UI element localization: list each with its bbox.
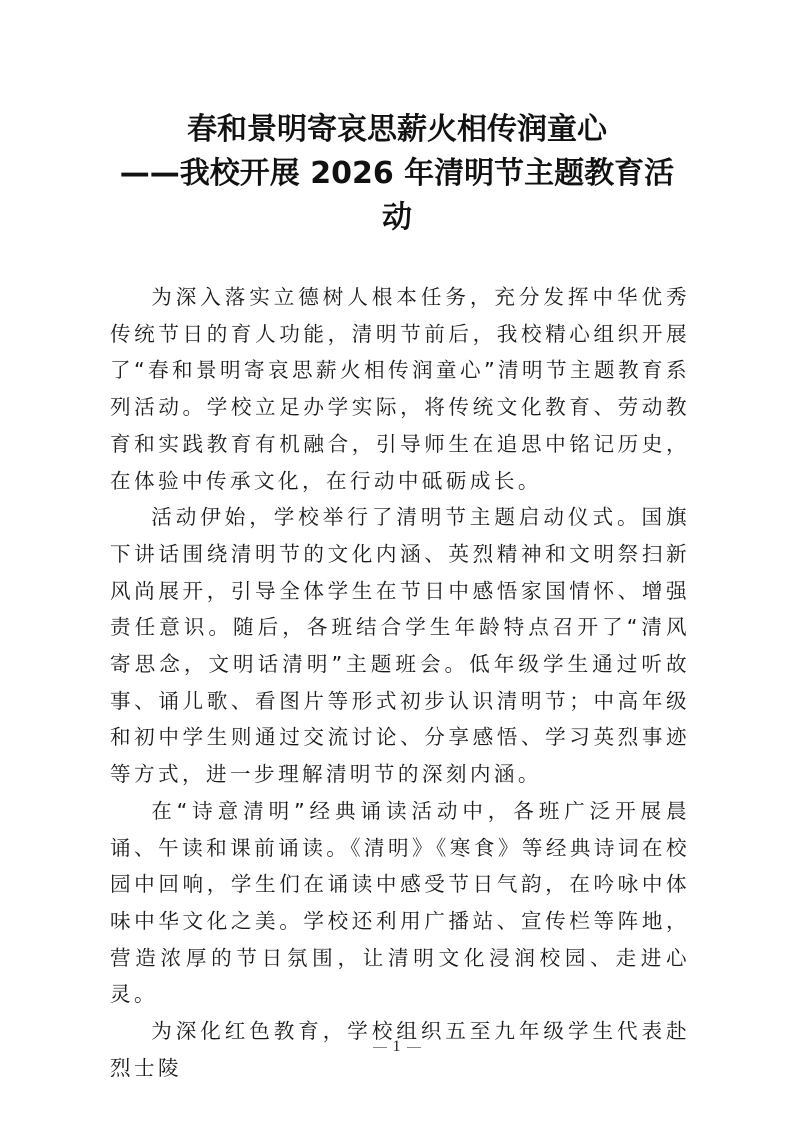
footer-dash-right: [407, 1047, 421, 1048]
paragraph-intro: 为深入落实立德树人根本任务，充分发挥中华优秀传统节日的育人功能，清明节前后，我校精心组织开展了“春和景明寄哀思薪火相传润童心”清明节主题教育系列活动。学校立足办学实际，将传统文化教育、劳动教育和实践教育有机融合，引导师生在追思中铭记历史，在体验中传承文化，在行动中砥砺成长。: [110, 285, 690, 493]
title-line-3: 动: [382, 200, 412, 235]
document-title: [100, 108, 694, 240]
page-footer: [0, 1038, 793, 1056]
paragraph-red-education: 为深化红色教育，学校组织五至九年级学生代表赴烈士陵: [110, 1019, 690, 1080]
document-body: [110, 279, 690, 1086]
title-line-1: 春和景明寄哀思薪火相传润童心: [187, 112, 607, 147]
paragraph-launch-ceremony: 活动伊始，学校举行了清明节主题启动仪式。国旗下讲话围绕清明节的文化内涵、英烈精神和文明祭扫新风尚展开，引导全体学生在节日中感悟家国情怀、增强责任意识。随后，各班结合学生年龄特点召开了“清风寄思念，文明话清明”主题班会。低年级学生通过听故事、诵儿歌、看图片等形式初步认识清明节；中高年级和初中学生则通过交流讨论、分享感悟、学习英烈事迹等方式，进一步理解清明节的深刻内涵。: [110, 505, 690, 787]
footer-dash-left: [373, 1047, 387, 1048]
paragraph-classic-recitation: 在“诗意清明”经典诵读活动中，各班广泛开展晨诵、午读和课前诵读。《清明》《寒食》等经典诗词在校园中回响，学生们在诵读中感受节日气韵，在吟咏中体味中华文化之美。学校还利用广播站、宣传栏等阵地，营造浓厚的节日氛围，让清明文化浸润校园、走进心灵。: [110, 798, 690, 1007]
title-line-2: ——我校开展 2026 年清明节主题教育活: [119, 156, 675, 191]
page-number: 1: [392, 1038, 401, 1055]
